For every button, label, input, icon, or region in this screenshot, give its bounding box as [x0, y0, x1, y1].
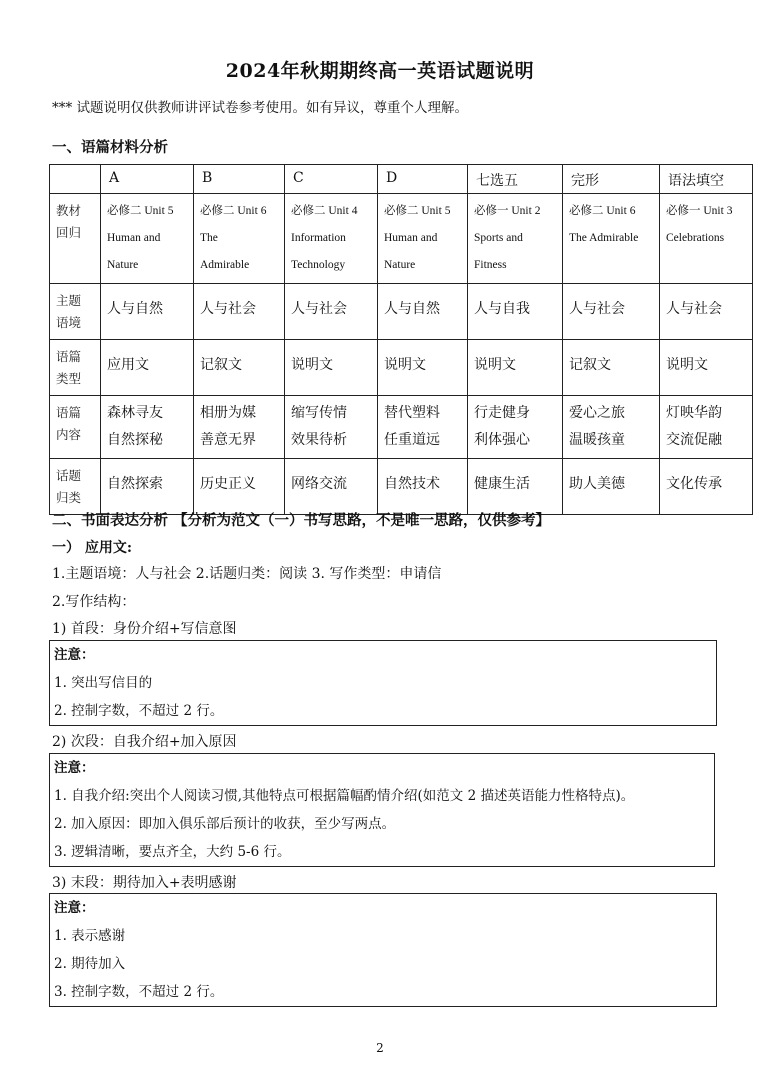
para1-note-box	[49, 640, 717, 726]
para3-note-box	[49, 893, 717, 1007]
cell-line: Technology	[291, 259, 346, 271]
table-header-row	[50, 165, 753, 194]
cell-line: 人与社会	[569, 301, 625, 317]
table-header-cell: A	[101, 165, 194, 194]
cell-line: 缩写传情	[291, 405, 347, 421]
row-label-line: 语境	[56, 315, 82, 330]
table-row	[50, 284, 753, 340]
cell-line: 人与自然	[384, 301, 440, 317]
table-cell	[101, 284, 194, 340]
table-cell	[563, 340, 660, 396]
table-cell	[285, 396, 378, 459]
table-cell	[194, 459, 285, 515]
cell-line: 自然探秘	[107, 432, 163, 448]
writing-structure-label: 2.写作结构：	[52, 594, 136, 610]
page-number: 2	[376, 1041, 384, 1055]
table-cell	[378, 459, 468, 515]
cell-line: The Admirable	[569, 232, 639, 244]
note-box-title: 注意：	[54, 760, 95, 776]
table-cell	[468, 340, 563, 396]
para1-title: 1) 首段：身份介绍+写信意图	[52, 621, 237, 637]
para3-title: 3) 末段：期待加入+表明感谢	[52, 875, 237, 891]
cell-line: 灯映华韵	[666, 405, 722, 421]
para2-note-box	[49, 753, 715, 867]
cell-line: Celebrations	[666, 232, 725, 244]
cell-line: 温暖孩童	[569, 432, 625, 448]
note-box-title: 注意：	[54, 647, 95, 663]
cell-line: The	[200, 232, 218, 244]
note-item: 2. 加入原因：即加入俱乐部后预计的收获，至少写两点。	[54, 816, 396, 832]
row-label-line: 教材	[56, 203, 82, 218]
table-cell	[660, 459, 753, 515]
cell-line: Human and	[384, 232, 438, 244]
row-label-line: 语篇	[56, 405, 82, 420]
cell-line: 必修二 Unit 6	[200, 205, 267, 217]
cell-line: Sports and	[474, 232, 523, 244]
row-label	[50, 396, 101, 459]
table-cell	[660, 396, 753, 459]
table-header-cell: 七选五	[468, 165, 563, 194]
cell-line: 自然技术	[384, 476, 440, 492]
note-item: 3. 控制字数，不超过 2 行。	[54, 984, 224, 1000]
cell-line: 利体强心	[474, 432, 530, 448]
table-cell	[101, 459, 194, 515]
cell-line: Information	[291, 232, 346, 244]
cell-line: 任重道远	[384, 432, 440, 448]
cell-line: 必修二 Unit 5	[384, 205, 451, 217]
note-item: 1. 突出写信目的	[54, 675, 153, 691]
note-item: 3. 逻辑清晰，要点齐全，大约 5-6 行。	[54, 844, 291, 860]
table-cell	[101, 340, 194, 396]
table-header-cell: B	[194, 165, 285, 194]
cell-line: 记叙文	[569, 357, 611, 373]
cell-line: 记叙文	[200, 357, 242, 373]
cell-line: 说明文	[291, 357, 333, 373]
table-cell	[285, 284, 378, 340]
table-cell	[101, 396, 194, 459]
note-item: 2. 期待加入	[54, 956, 126, 972]
table-cell	[285, 459, 378, 515]
table-header-cell	[50, 165, 101, 194]
cell-line: 人与社会	[666, 301, 722, 317]
row-label-line: 话题	[56, 468, 82, 483]
table-cell	[660, 340, 753, 396]
cell-line: 应用文	[107, 357, 149, 373]
row-label-line: 归类	[56, 490, 82, 505]
table-row	[50, 459, 753, 515]
cell-line: 必修一 Unit 3	[666, 205, 733, 217]
cell-line: Fitness	[474, 259, 507, 271]
section-heading-writing: 二、书面表达分析 【分析为范文（一）书写思路，不是唯一思路，仅供参考】	[52, 512, 551, 529]
table-cell	[285, 340, 378, 396]
row-label-line: 主题	[56, 293, 82, 308]
note-box-title: 注意：	[54, 900, 95, 916]
cell-line: 人与自然	[107, 301, 163, 317]
cell-line: 文化传承	[666, 476, 722, 492]
row-label	[50, 194, 101, 284]
note-item: 1. 表示感谢	[54, 928, 126, 944]
table-cell	[468, 284, 563, 340]
table-cell	[563, 194, 660, 284]
cell-line: 必修二 Unit 6	[569, 205, 636, 217]
table-cell	[468, 396, 563, 459]
table-cell	[563, 396, 660, 459]
cell-line: 健康生活	[474, 476, 530, 492]
cell-line: Human and	[107, 232, 161, 244]
row-label	[50, 340, 101, 396]
row-label-line: 语篇	[56, 349, 82, 364]
row-label	[50, 284, 101, 340]
table-cell	[101, 194, 194, 284]
table-cell	[660, 194, 753, 284]
table-cell	[468, 459, 563, 515]
cell-line: 人与社会	[291, 301, 347, 317]
cell-line: 助人美德	[569, 476, 625, 492]
cell-line: 必修二 Unit 4	[291, 205, 358, 217]
table-row	[50, 194, 753, 284]
row-label	[50, 459, 101, 515]
table-cell	[194, 340, 285, 396]
table-cell	[194, 284, 285, 340]
cell-line: 替代塑料	[384, 405, 440, 421]
section-heading-material: 一、语篇材料分析	[52, 139, 168, 156]
table-header-cell: D	[378, 165, 468, 194]
cell-line: 必修二 Unit 5	[107, 205, 174, 217]
cell-line: Nature	[384, 259, 416, 271]
cell-line: 网络交流	[291, 476, 347, 492]
cell-line: 人与自我	[474, 301, 530, 317]
table-cell	[194, 396, 285, 459]
writing-meta: 1.主题语境：人与社会 2.话题归类：阅读 3. 写作类型：申请信	[52, 566, 442, 582]
cell-line: Nature	[107, 259, 139, 271]
cell-line: 历史正义	[200, 476, 256, 492]
cell-line: 相册为媒	[200, 405, 256, 421]
cell-line: 爱心之旅	[569, 405, 625, 421]
table-cell	[378, 340, 468, 396]
material-analysis-table	[49, 164, 753, 515]
table-row	[50, 396, 753, 459]
cell-line: 交流促融	[666, 432, 722, 448]
note-item: 1. 自我介绍:突出个人阅读习惯,其他特点可根据篇幅酌情介绍(如范文 2 描述英语能力性格特点)。	[54, 788, 635, 804]
table-cell	[378, 396, 468, 459]
cell-line: 必修一 Unit 2	[474, 205, 541, 217]
table-header-cell: 完形	[563, 165, 660, 194]
table-cell	[563, 284, 660, 340]
cell-line: 说明文	[474, 357, 516, 373]
table-header-cell: C	[285, 165, 378, 194]
table-header-cell: 语法填空	[660, 165, 753, 194]
cell-line: 人与社会	[200, 301, 256, 317]
cell-line: 森林寻友	[107, 405, 163, 421]
row-label-line: 类型	[56, 371, 82, 386]
cell-line: 自然探索	[107, 476, 163, 492]
table-row	[50, 340, 753, 396]
cell-line: 善意无界	[200, 432, 256, 448]
row-label-line: 回归	[56, 225, 82, 240]
table-cell	[378, 194, 468, 284]
table-cell	[194, 194, 285, 284]
table-cell	[563, 459, 660, 515]
table-cell	[378, 284, 468, 340]
note-item: 2. 控制字数，不超过 2 行。	[54, 703, 224, 719]
row-label-line: 内容	[56, 427, 82, 442]
sub-heading-practical: 一） 应用文:	[52, 540, 133, 556]
table-cell	[660, 284, 753, 340]
cell-line: 说明文	[666, 357, 708, 373]
table-cell	[285, 194, 378, 284]
table-cell	[468, 194, 563, 284]
usage-note: *** 试题说明仅供教师讲评试卷参考使用。如有异议，尊重个人理解。	[52, 100, 469, 116]
para2-title: 2) 次段：自我介绍+加入原因	[52, 734, 237, 750]
cell-line: 效果待析	[291, 432, 347, 448]
page-title: 2024年秋期期终高一英语试题说明	[225, 60, 535, 82]
cell-line: Admirable	[200, 259, 250, 271]
cell-line: 行走健身	[474, 405, 530, 421]
cell-line: 说明文	[384, 357, 426, 373]
